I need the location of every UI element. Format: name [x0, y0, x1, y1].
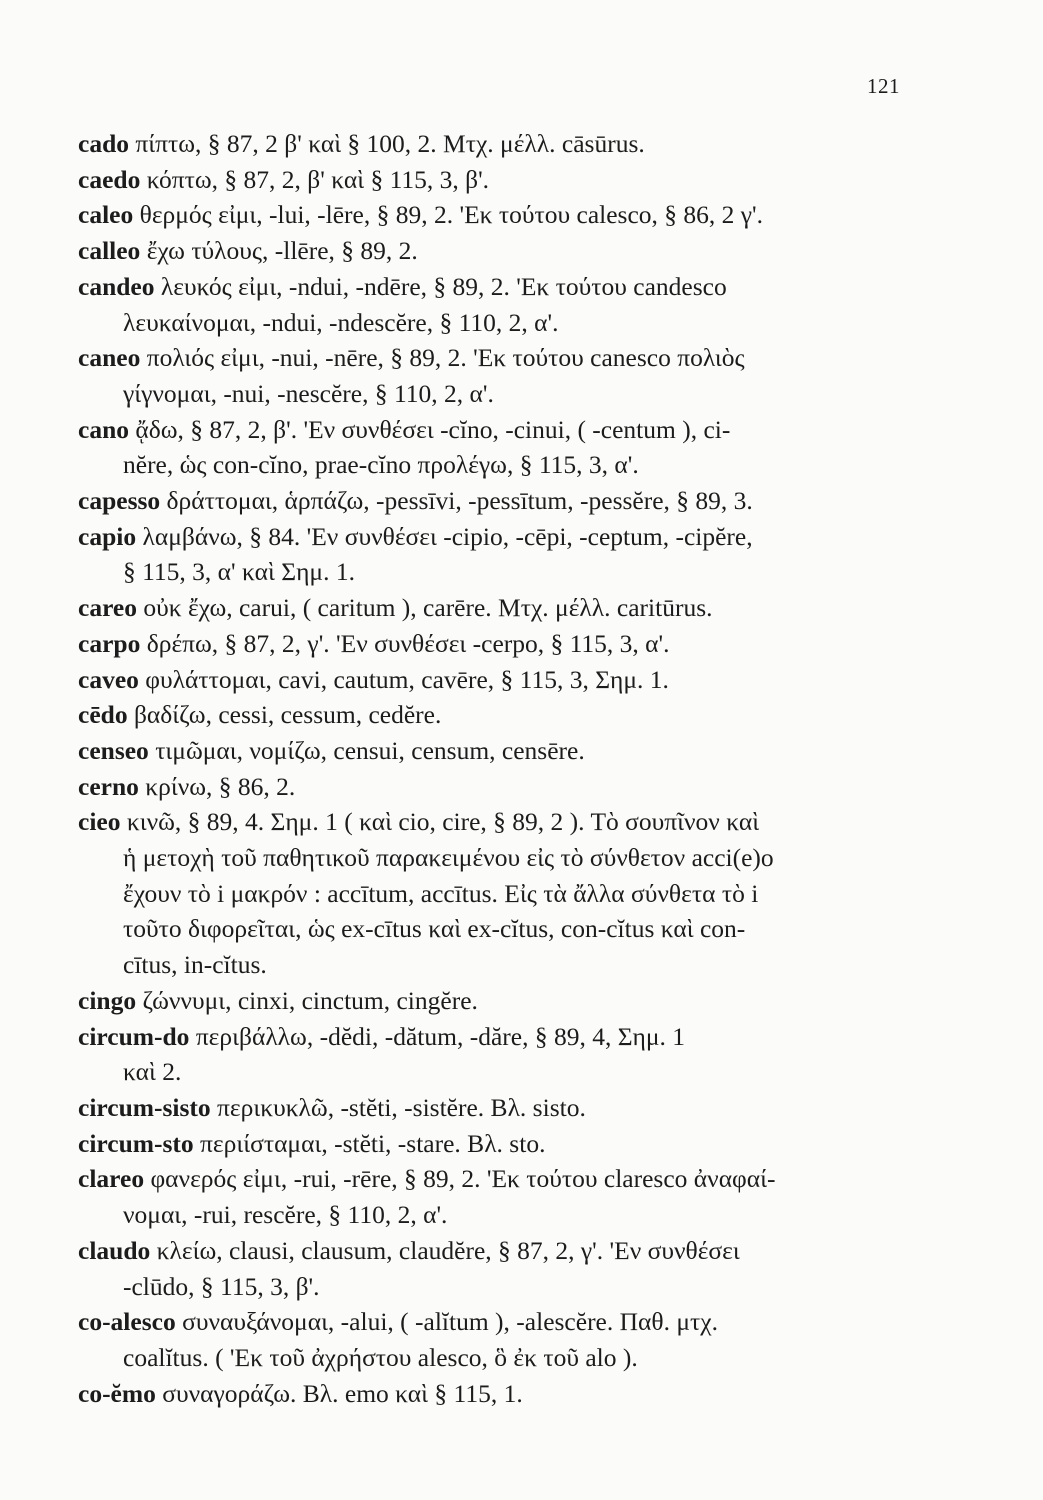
entry-text: τιμῶμαι, νομίζω, censui, censum, censēre.	[148, 735, 585, 765]
entry-headword: caveo	[78, 664, 139, 694]
entry-text: coalĭtus. ( 'Εκ τοῦ ἀχρήστου alesco, ὃ ἐκ τοῦ alo ).	[123, 1342, 638, 1372]
entry-headword: caedo	[78, 164, 141, 194]
dictionary-entry	[78, 269, 902, 340]
entry-headword: cerno	[78, 771, 139, 801]
entry-first-line	[78, 412, 902, 448]
entry-headword: careo	[78, 593, 137, 623]
entry-headword: co-ĕmo	[78, 1378, 156, 1408]
entry-headword: clareo	[78, 1164, 145, 1194]
dictionary-entry	[78, 233, 902, 269]
entry-text: § 115, 3, α' καὶ Σημ. 1.	[123, 557, 355, 587]
entry-text: βαδίζω, cessi, cessum, cedĕre.	[127, 700, 442, 730]
entry-text: κλείω, clausi, clausum, claudĕre, § 87, 2, γ'. 'Εν συνθέσει	[150, 1235, 740, 1265]
entry-first-line	[78, 126, 902, 162]
dictionary-entries	[78, 126, 902, 1411]
entry-text: πίπτω, § 87, 2 β' καὶ § 100, 2. Μτχ. μέλλ. cāsūrus.	[129, 129, 645, 158]
entry-text: λαμβάνω, § 84. 'Εν συνθέσει -cipio, -cēpi, -ceptum, -cipĕre,	[136, 521, 753, 551]
dictionary-entry	[78, 1090, 902, 1126]
entry-text: ᾄδω, § 87, 2, β'. 'Εν συνθέσει -cĭno, -cinui, ( -centum ), ci-	[129, 414, 731, 444]
entry-text: περικυκλῶ, -stĕti, -sistĕre. Βλ. sisto.	[210, 1092, 586, 1122]
dictionary-entry	[78, 662, 902, 698]
entry-text: φανερός εἰμι, -rui, -rēre, § 89, 2. 'Εκ τούτου claresco ἀναφαί-	[144, 1164, 776, 1194]
entry-continuation-line	[78, 1269, 902, 1305]
dictionary-entry	[78, 697, 902, 733]
entry-first-line	[78, 1233, 902, 1269]
entry-first-line	[78, 233, 902, 269]
entry-text: τοῦτο διφορεῖται, ὡς ex-cītus καὶ ex-cĭtus, con-cĭtus καὶ con-	[123, 914, 746, 944]
dictionary-entry	[78, 1376, 902, 1412]
dictionary-entry	[78, 983, 902, 1019]
entry-first-line	[78, 1376, 902, 1412]
entry-headword: circum-do	[78, 1021, 190, 1051]
dictionary-entry	[78, 412, 902, 483]
entry-text: νομαι, -rui, rescĕre, § 110, 2, α'.	[123, 1200, 448, 1230]
entry-first-line	[78, 769, 902, 805]
entry-text: συναυξάνομαι, -alui, ( -alĭtum ), -alescĕre. Παθ. μτχ.	[175, 1307, 718, 1337]
entry-first-line	[78, 483, 902, 519]
entry-headword: carpo	[78, 628, 141, 658]
dictionary-entry	[78, 519, 902, 590]
entry-first-line	[78, 626, 902, 662]
entry-headword: cingo	[78, 985, 137, 1015]
entry-continuation-line	[78, 447, 902, 483]
entry-text: περιίσταμαι, -stĕti, -stare. Βλ. sto.	[193, 1128, 546, 1158]
dictionary-entry	[78, 1304, 902, 1375]
entry-first-line	[78, 519, 902, 555]
entry-continuation-line	[78, 876, 902, 912]
dictionary-entry	[78, 197, 902, 233]
dictionary-entry	[78, 1019, 902, 1090]
dictionary-entry	[78, 1161, 902, 1232]
entry-text: φυλάττομαι, cavi, cautum, cavēre, § 115, 3, Σημ. 1.	[138, 664, 669, 694]
entry-first-line	[78, 1019, 902, 1055]
entry-text: κρίνω, § 86, 2.	[138, 771, 296, 801]
entry-text: κινῶ, § 89, 4. Σημ. 1 ( καὶ cio, cire, § 89, 2 ). Τὸ σουπῖνον καὶ	[120, 807, 760, 837]
dictionary-entry	[78, 733, 902, 769]
entry-headword: calleo	[78, 236, 141, 266]
entry-continuation-line	[78, 305, 902, 341]
entry-first-line	[78, 804, 902, 840]
entry-first-line	[78, 662, 902, 698]
entry-text: συναγοράζω. Βλ. emo καὶ § 115, 1.	[155, 1378, 523, 1408]
entry-headword: cado	[78, 129, 129, 158]
dictionary-entry	[78, 1126, 902, 1162]
dictionary-entry	[78, 769, 902, 805]
entry-headword: cieo	[78, 807, 121, 837]
entry-headword: co-alesco	[78, 1307, 176, 1337]
dictionary-entry	[78, 804, 902, 983]
entry-first-line	[78, 697, 902, 733]
entry-headword: cano	[78, 414, 129, 444]
dictionary-entry	[78, 626, 902, 662]
entry-headword: caleo	[78, 200, 134, 230]
entry-text: κόπτω, § 87, 2, β' καὶ § 115, 3, β'.	[140, 164, 490, 194]
entry-first-line	[78, 590, 902, 626]
entry-continuation-line	[78, 911, 902, 947]
entry-headword: capio	[78, 521, 137, 551]
entry-headword: claudo	[78, 1235, 151, 1265]
dictionary-entry	[78, 162, 902, 198]
entry-first-line	[78, 269, 902, 305]
entry-continuation-line	[78, 376, 902, 412]
entry-text: περιβάλλω, -dĕdi, -dătum, -dăre, § 89, 4, Σημ. 1	[189, 1021, 686, 1051]
entry-text: ζώννυμι, cinxi, cinctum, cingĕre.	[136, 985, 478, 1015]
entry-text: ἔχουν τὸ i μακρόν : accītum, accītus. Εἰς τὰ ἄλλα σύνθετα τὸ i	[123, 878, 759, 908]
entry-headword: cēdo	[78, 700, 128, 730]
entry-text: cītus, in-cĭtus.	[123, 950, 267, 980]
entry-first-line	[78, 197, 902, 233]
entry-text: καὶ 2.	[123, 1057, 182, 1087]
entry-first-line	[78, 1161, 902, 1197]
entry-first-line	[78, 983, 902, 1019]
entry-text: λευκαίνομαι, -ndui, -ndescĕre, § 110, 2, α'.	[123, 307, 559, 337]
entry-continuation-line	[78, 554, 902, 590]
entry-first-line	[78, 162, 902, 198]
entry-text: θερμός εἰμι, -lui, -lēre, § 89, 2. 'Εκ τούτου calesco, § 86, 2 γ'.	[133, 200, 764, 230]
entry-headword: capesso	[78, 486, 161, 516]
entry-text: δράττομαι, ἁρπάζω, -pessīvi, -pessītum, -pessĕre, § 89, 3.	[160, 486, 753, 516]
dictionary-entry	[78, 340, 902, 411]
dictionary-entry	[78, 590, 902, 626]
entry-first-line	[78, 1126, 902, 1162]
entry-continuation-line	[78, 947, 902, 983]
entry-text: πολιός εἰμι, -nui, -nēre, § 89, 2. 'Εκ τούτου canesco πολιὸς	[140, 343, 745, 373]
entry-text: -clūdo, § 115, 3, β'.	[123, 1271, 320, 1301]
entry-text: οὐκ ἔχω, carui, ( caritum ), carēre. Μτχ. μέλλ. caritūrus.	[137, 593, 713, 623]
dictionary-entry	[78, 483, 902, 519]
entry-headword: circum-sisto	[78, 1092, 211, 1122]
entry-headword: circum-sto	[78, 1128, 194, 1158]
entry-first-line	[78, 340, 902, 376]
entry-continuation-line	[78, 840, 902, 876]
entry-text: δρέπω, § 87, 2, γ'. 'Εν συνθέσει -cerpo, § 115, 3, α'.	[140, 628, 670, 658]
entry-continuation-line	[78, 1054, 902, 1090]
entry-continuation-line	[78, 1340, 902, 1376]
entry-text: ἔχω τύλους, -llēre, § 89, 2.	[140, 236, 418, 266]
dictionary-entry	[78, 1233, 902, 1304]
entry-text: nĕre, ὡς con-cĭno, prae-cĭno προλέγω, § 115, 3, α'.	[123, 450, 639, 480]
entry-first-line	[78, 733, 902, 769]
page-number: 121	[867, 74, 900, 98]
entry-text: λευκός εἰμι, -ndui, -ndēre, § 89, 2. 'Εκ τούτου candesco	[154, 271, 727, 301]
dictionary-entry	[78, 126, 902, 162]
entry-headword: censeo	[78, 735, 149, 765]
entry-first-line	[78, 1304, 902, 1340]
entry-headword: candeo	[78, 271, 155, 301]
entry-text: γίγνομαι, -nui, -nescĕre, § 110, 2, α'.	[123, 378, 494, 408]
entry-text: ἡ μετοχὴ τοῦ παθητικοῦ παρακειμένου εἰς τὸ σύνθετον acci(e)o	[123, 843, 774, 873]
entry-headword: caneo	[78, 343, 141, 373]
entry-continuation-line	[78, 1197, 902, 1233]
entry-first-line	[78, 1090, 902, 1126]
